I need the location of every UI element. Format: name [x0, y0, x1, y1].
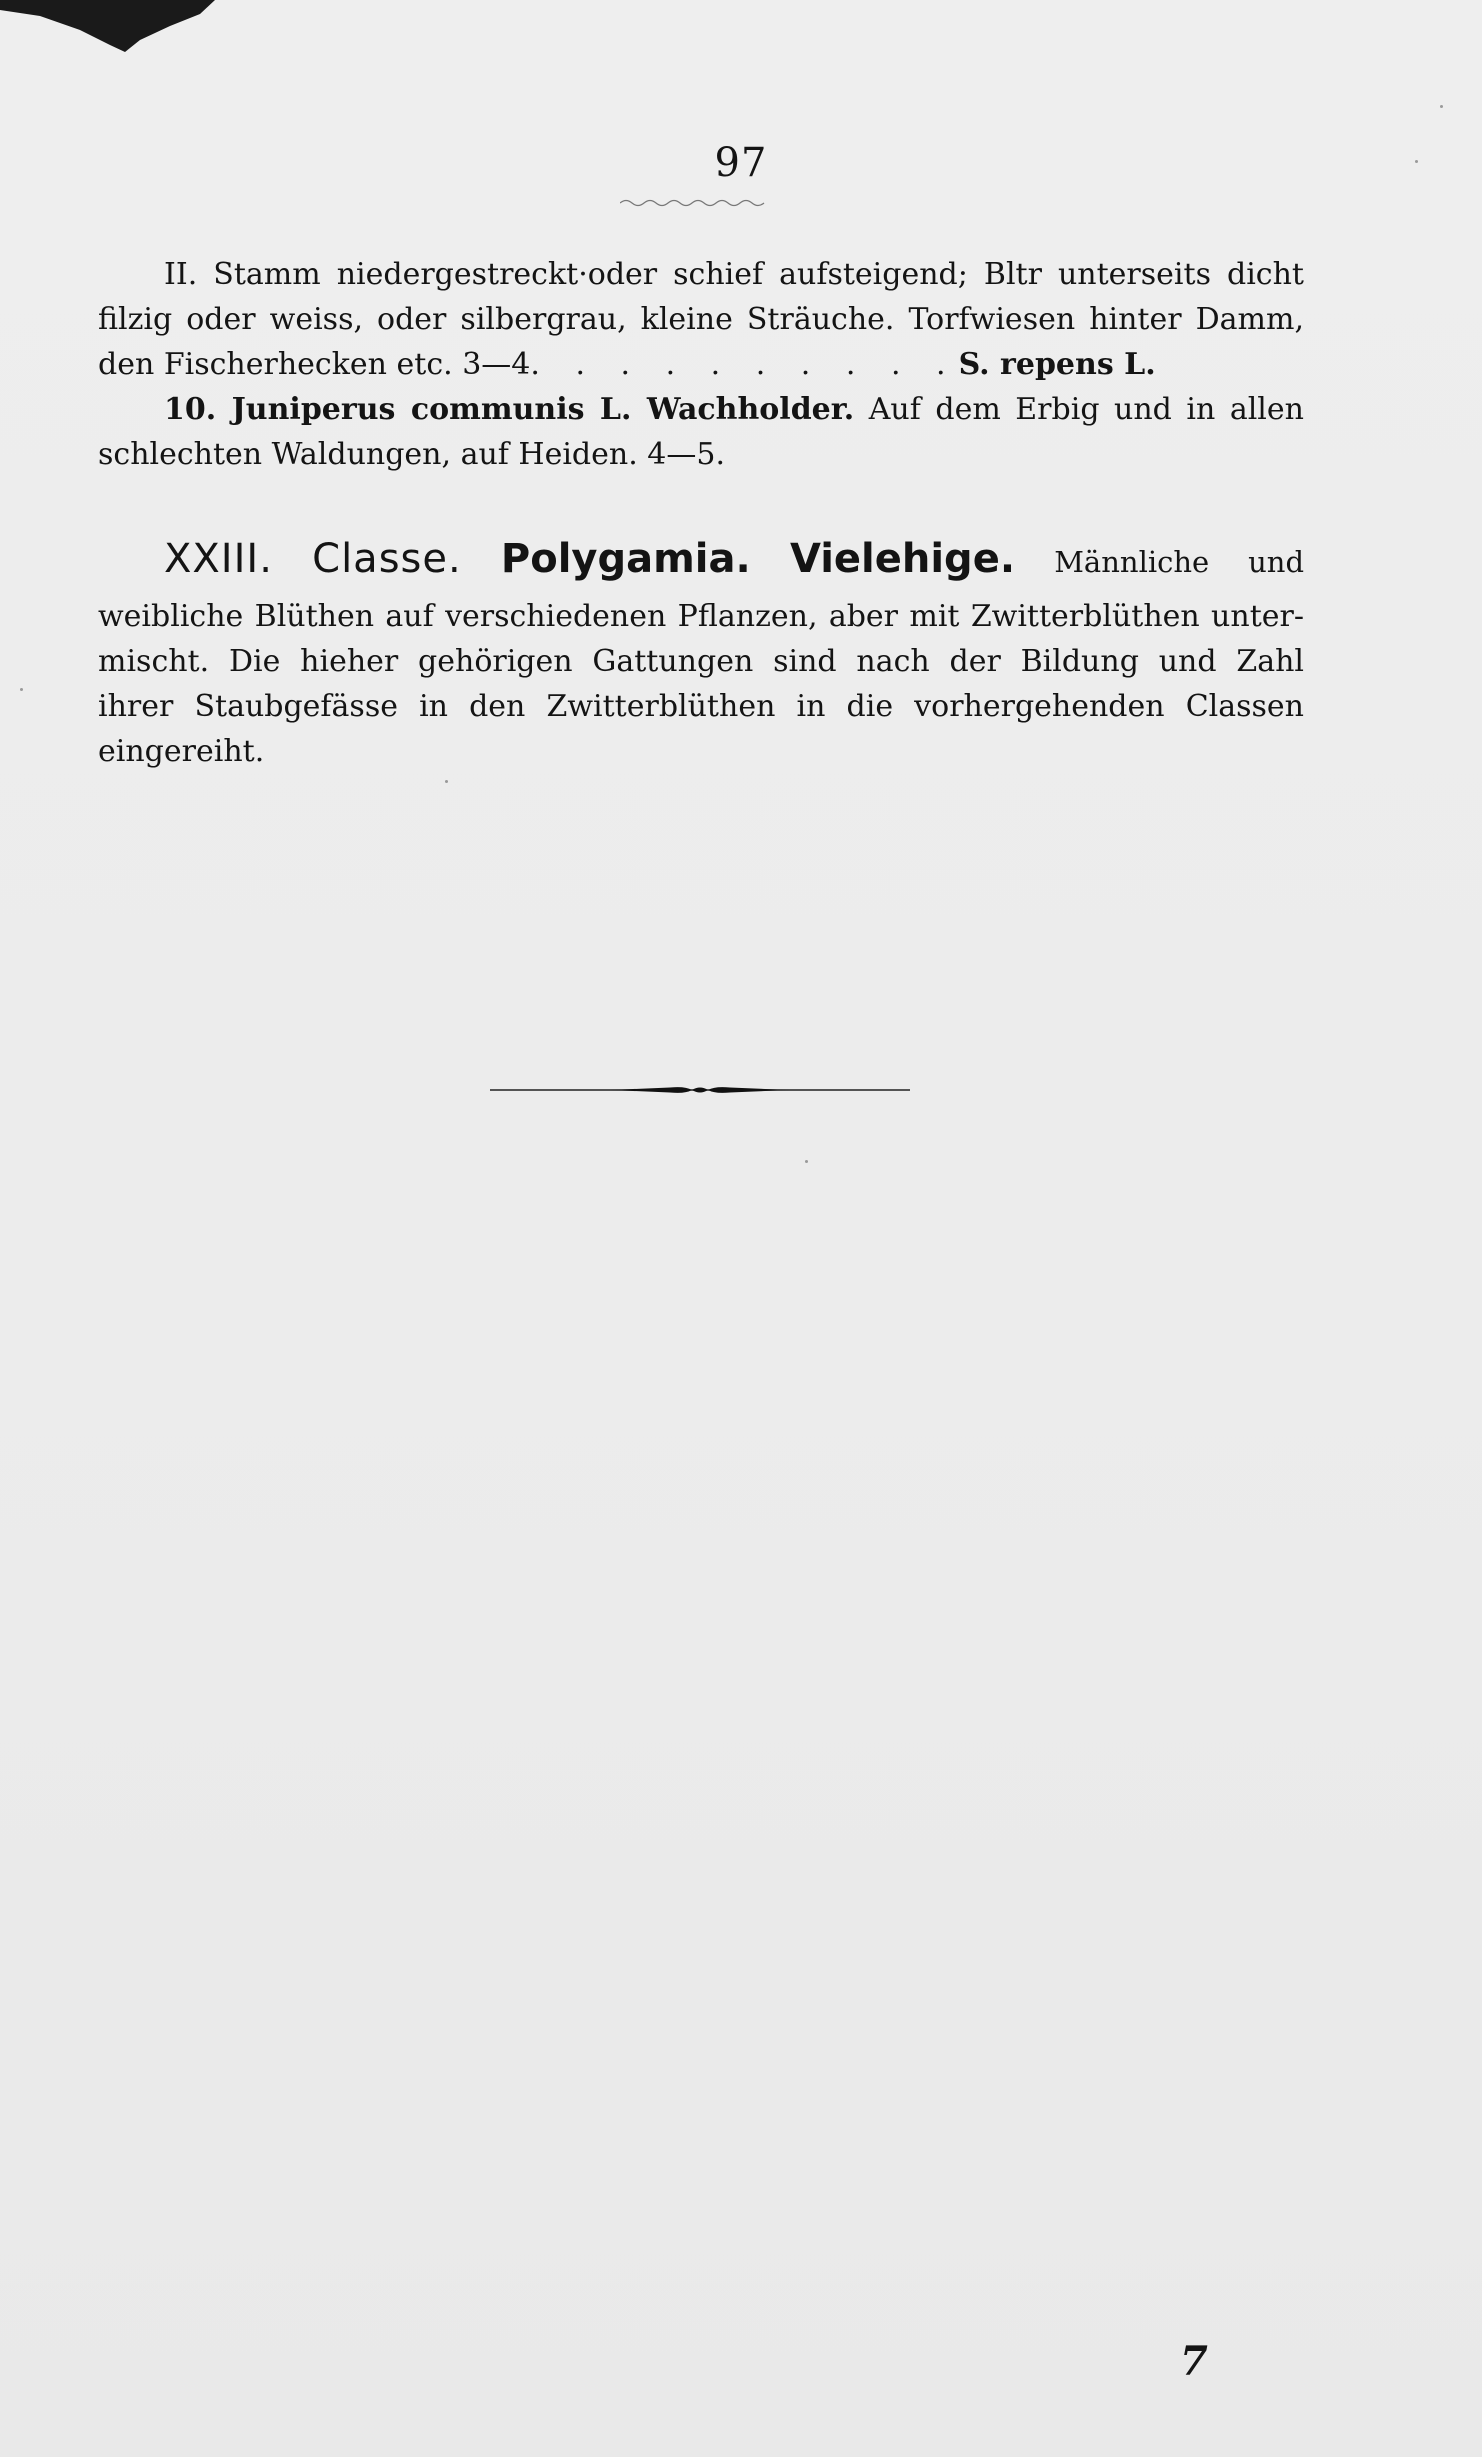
page-number: 97: [714, 140, 768, 186]
text-run: Auf dem Erbig und in allen: [868, 392, 1304, 427]
text-line: schlechten Waldungen, auf Heiden. 4—5.: [98, 437, 725, 472]
paper-speck: [20, 688, 23, 691]
paper-speck: [1440, 105, 1443, 108]
paragraph-class-polygamia: [98, 528, 1304, 774]
ornamental-divider-icon: [490, 1078, 910, 1102]
class-heading-line: [98, 528, 1304, 594]
species-name: S. repens L.: [958, 347, 1156, 382]
text-line: eingereiht.: [98, 734, 265, 769]
text-line: II. Stamm niedergestreckt·oder schief aufsteigend; Bltr unterseits dicht: [164, 257, 1304, 292]
text-line: [98, 387, 1304, 432]
class-german-name: Vielehige.: [789, 536, 1016, 582]
class-number: XXIII.: [164, 536, 273, 582]
dot-leaders: . . . . . . . . . .: [530, 347, 959, 382]
class-word: Classe.: [312, 536, 462, 582]
paragraph-juniperus: [98, 387, 1304, 477]
ink-blot-icon: [0, 0, 230, 60]
paper-speck: [1415, 160, 1418, 163]
paper-speck: [445, 780, 448, 783]
class-latin-name: Polygamia.: [500, 536, 751, 582]
paragraph-salix-variety: [98, 252, 1304, 387]
text-line: mischt. Die hieher gehörigen Gattungen sind nach der Bildung und Zahl: [98, 644, 1304, 679]
text-line: ihrer Staubgefässe in den Zwitterblüthen in die vorhergehenden Classen: [98, 689, 1304, 724]
text-line: weibliche Blüthen auf verschiedenen Pflanzen, aber mit Zwitterblüthen unter-: [98, 599, 1304, 634]
signature-mark: 7: [1180, 2338, 1208, 2385]
entry-name: 10. Juniperus communis L. Wachholder.: [164, 392, 855, 427]
text-line: [98, 342, 1304, 387]
text-run: Männliche und: [1054, 545, 1305, 579]
text-line: filzig oder weiss, oder silbergrau, kleine Sträuche. Torfwiesen hinter Damm,: [98, 302, 1304, 337]
text-run: den Fischerhecken etc. 3—4: [98, 347, 531, 382]
paper-speck: [805, 1160, 808, 1163]
page-number-underline-icon: [620, 198, 770, 208]
